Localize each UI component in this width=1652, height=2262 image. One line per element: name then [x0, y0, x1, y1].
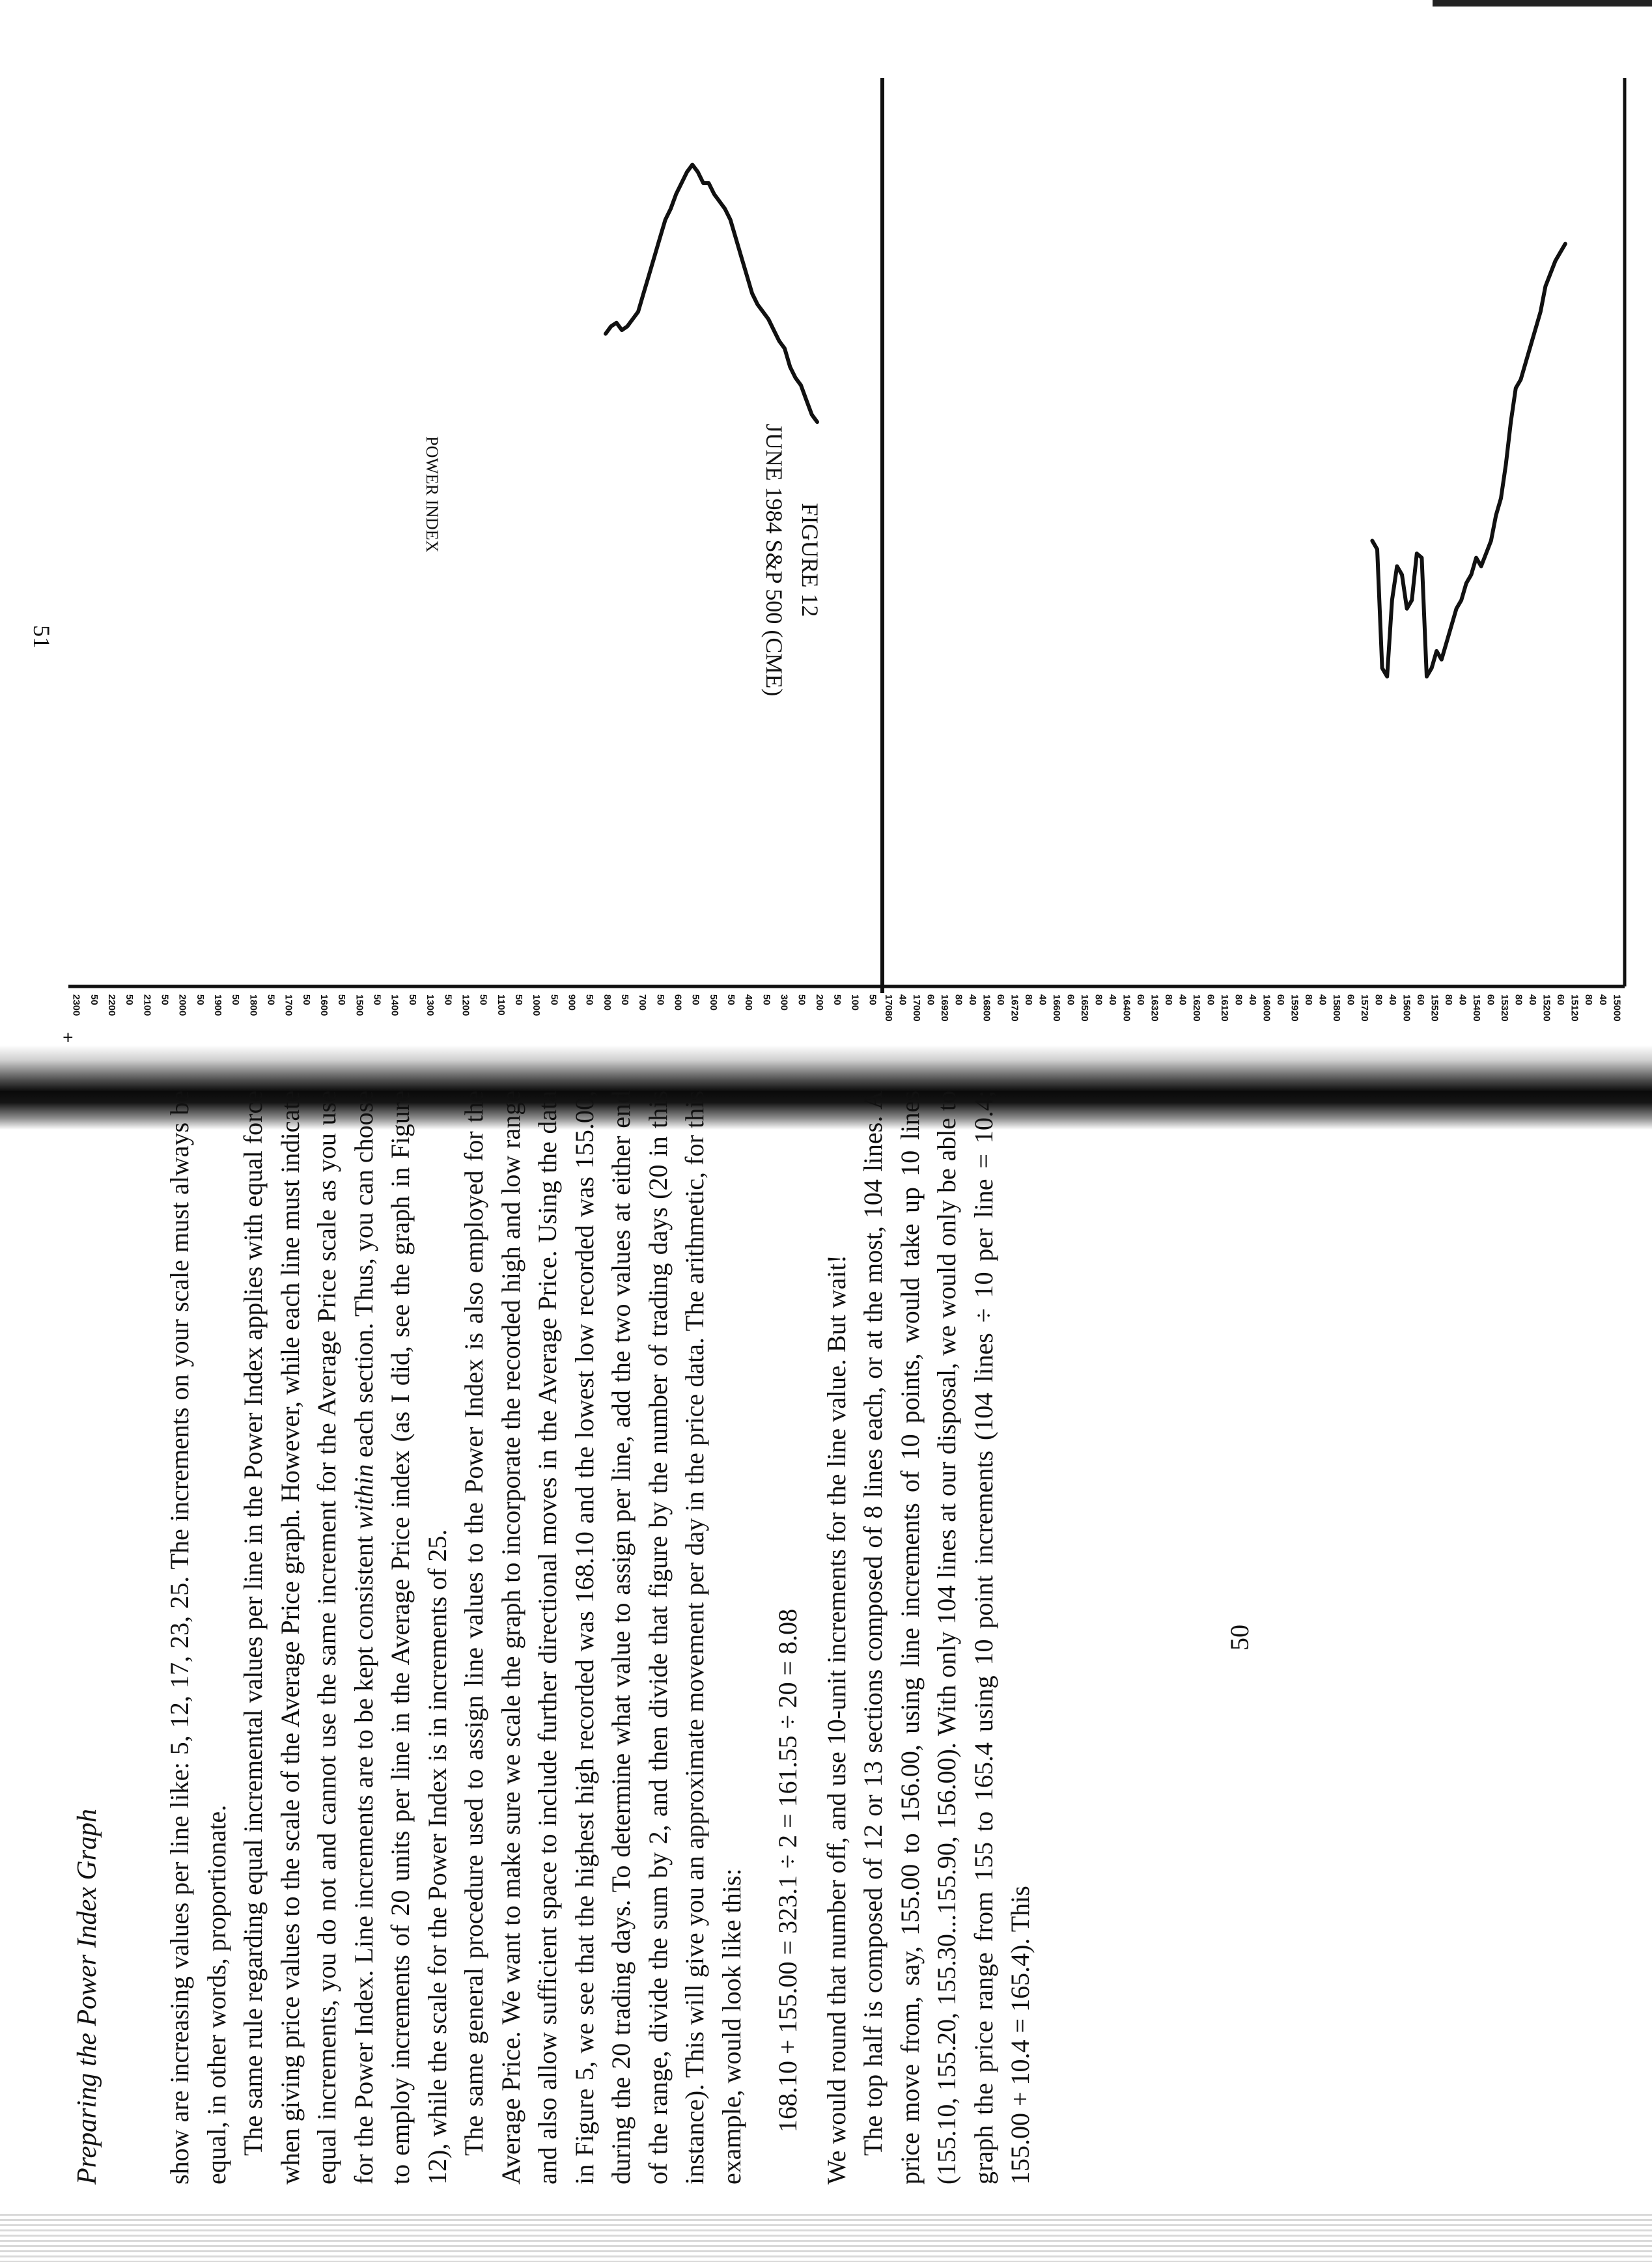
scale-tick-label: 50 [690, 994, 701, 1005]
scale-tick-label: 2300 [70, 994, 82, 1016]
scale-tick-label: 40 [1457, 994, 1468, 1005]
scale-tick-label: 100 [849, 994, 861, 1011]
emphasis-within: within [348, 1464, 378, 1529]
figure-chart [55, 52, 1631, 1081]
scale-tick-label: 60 [1065, 994, 1076, 1005]
scale-tick-label: 16200 [1190, 994, 1202, 1022]
paragraph-4: We would round that number off, and use 10-unit increments for the line value. But wait! [821, 1255, 851, 2185]
scale-tick-label: 60 [925, 994, 936, 1005]
scale-tick-label: 50 [406, 994, 418, 1005]
scan-edge-bottom [0, 2214, 1652, 2262]
scale-tick-label: 50 [796, 994, 807, 1005]
scale-tick-label: 2100 [141, 994, 153, 1016]
scale-tick-label: 900 [566, 994, 578, 1011]
scale-tick-label: 15200 [1541, 994, 1552, 1022]
scale-tick-label: 50 [159, 994, 171, 1005]
scale-tick-label: 1300 [425, 994, 436, 1016]
scale-tick-label: 300 [778, 994, 790, 1011]
scale-tick-label: 700 [637, 994, 649, 1011]
scale-tick-label: 50 [477, 994, 489, 1005]
scale-tick-label: 400 [743, 994, 755, 1011]
scale-tick-label: 40 [1247, 994, 1258, 1005]
scale-tick-label: 16320 [1149, 994, 1160, 1022]
scale-tick-label: 1000 [531, 994, 542, 1016]
scale-tick-label: 50 [832, 994, 843, 1005]
scale-tick-label: 50 [265, 994, 277, 1005]
scale-tick-label: 40 [1037, 994, 1048, 1005]
scale-tick-label: 15920 [1289, 994, 1300, 1022]
scale-tick-label: 1900 [212, 994, 223, 1016]
scale-tick-label: 40 [1177, 994, 1188, 1005]
scale-tick-label: 60 [1345, 994, 1356, 1005]
scale-tick-label: 50 [867, 994, 878, 1005]
scale-tick-label: 50 [371, 994, 383, 1005]
scale-tick-label: 1500 [354, 994, 365, 1016]
scale-tick-label: 600 [672, 994, 684, 1011]
panel-label: POWER INDEX [423, 436, 441, 553]
left-page [72, 1091, 1276, 2185]
scale-tick-label: 1700 [283, 994, 294, 1016]
scale-tick-label: 60 [1415, 994, 1427, 1005]
scale-tick-label: 80 [1022, 994, 1034, 1005]
scale-tick-label: 80 [953, 994, 964, 1005]
scale-tick-label: 16400 [1121, 994, 1132, 1022]
scale-tick-label: 50 [548, 994, 560, 1005]
figure-title: JUNE 1984 S&P 500 (CME) [761, 423, 787, 697]
scale-tick-label: 50 [336, 994, 348, 1005]
scale-tick-label: 16800 [981, 994, 992, 1022]
scale-tick-label: 50 [512, 994, 524, 1005]
page-number-right: 51 [29, 625, 55, 649]
scale-tick-label: 1400 [389, 994, 400, 1016]
scan-edge-top [1433, 0, 1652, 7]
scale-tick-label: 500 [707, 994, 719, 1011]
scale-tick-label: 1600 [318, 994, 330, 1016]
scale-tick-label: 50 [725, 994, 737, 1005]
running-head: Preparing the Power Index Graph [72, 1808, 102, 2185]
scale-tick-label: 60 [1205, 994, 1216, 1005]
paragraph-3: The same general procedure used to assign line values to the Power Index is also employed for the Average Price. We want to make sure we scale the graph to incorporate the recorded high and low range and also allow sufficient space to include further directional moves in the Average Price. Using the data in Figure 5, we see that the highest high recorded was 168.10 and the lowest low recorded was 155.00, during the 20 trading days. To determine what value to assign per line, add the two values at either end of the range, divide the sum by 2, and then divide that figure by the number of trading days (20 in this instance). This will give you an approximate movement per day in the price data. The arithmetic, for this example, would look like this: [459, 1091, 746, 2185]
scale-tick-label: 80 [1162, 994, 1174, 1005]
right-page [16, 52, 1631, 1081]
figure-number: FIGURE 12 [797, 503, 823, 617]
series-line [606, 165, 817, 422]
scale-tick-label: 200 [813, 994, 825, 1011]
formula: 168.10 + 155.00 = 323.1 ÷ 2 = 161.55 ÷ 20 = 8.08 [773, 1608, 802, 2132]
scale-tick-label: 80 [1583, 994, 1595, 1005]
scale-tick-label: 16600 [1050, 994, 1062, 1022]
scale-tick-label: 15400 [1471, 994, 1483, 1022]
scale-tick-label: 40 [966, 994, 978, 1005]
scale-tick-label: 17000 [910, 994, 922, 1022]
scale-tick-label: 80 [1233, 994, 1244, 1005]
scale-tick-label: 16520 [1078, 994, 1090, 1022]
scale-tick-label: 80 [1093, 994, 1104, 1005]
plus-mark: + [58, 1032, 78, 1043]
scale-tick-label: 1200 [460, 994, 471, 1016]
scale-tick-label: 80 [1513, 994, 1524, 1005]
scale-tick-label: 2000 [176, 994, 188, 1016]
scale-tick-label: 15800 [1331, 994, 1343, 1022]
scale-tick-label: 60 [1134, 994, 1146, 1005]
scale-tick-label: 60 [1275, 994, 1287, 1005]
scale-tick-label: 60 [994, 994, 1006, 1005]
scale-tick-label: 40 [1387, 994, 1399, 1005]
scale-tick-label: 50 [124, 994, 135, 1005]
scale-tick-label: 40 [897, 994, 908, 1005]
scale-tick-label: 50 [442, 994, 454, 1005]
scale-tick-label: 50 [761, 994, 772, 1005]
scale-tick-label: 80 [1443, 994, 1455, 1005]
scale-tick-label: 15600 [1401, 994, 1412, 1022]
paragraph-1: show are increasing values per line like: 5, 12, 17, 23, 25. The increments on your scale must always be equal, in other words, proportionate. [165, 1091, 231, 2185]
scale-tick-label: 50 [619, 994, 630, 1005]
scale-tick-label: 50 [88, 994, 100, 1005]
scale-tick-label: 40 [1317, 994, 1328, 1005]
scale-tick-label: 40 [1106, 994, 1118, 1005]
scale-tick-label: 800 [601, 994, 613, 1011]
scale-tick-label: 2200 [105, 994, 117, 1016]
paragraph-2: The same rule regarding equal incremental values per line in the Power Index applies with equal force when giving price values to the scale of the Average Price graph. However, while each line must indicate equal increments, you do not and cannot use the same increment for the Average Price scale as you use for the Power Index. Line increments are to be kept consistent within each section. Thus, you can choose to employ increments of 20 units per line in the Average Price index (as I did, see the graph in Figure 12), while the scale for the Power Index is in increments of 25. [238, 1090, 452, 2185]
scale-tick-label: 50 [230, 994, 242, 1005]
scale-tick-label: 16720 [1009, 994, 1020, 1022]
scale-tick-label: 80 [1373, 994, 1384, 1005]
scale-tick-label: 15120 [1569, 994, 1580, 1022]
scale-tick-label: 60 [1555, 994, 1567, 1005]
page-number-left: 50 [1225, 1625, 1254, 1651]
scale-tick-label: 50 [194, 994, 206, 1005]
scale-tick-label: 60 [1485, 994, 1496, 1005]
scale-tick-label: 17080 [882, 994, 894, 1022]
scale-tick-label: 40 [1527, 994, 1539, 1005]
scale-tick-label: 15000 [1611, 994, 1623, 1022]
page-body-text [161, 1091, 1039, 2185]
scale-tick-label: 50 [654, 994, 666, 1005]
scale-tick-label: 16000 [1261, 994, 1272, 1022]
scale-tick-label: 1800 [247, 994, 259, 1016]
scale-tick-label: 80 [1303, 994, 1315, 1005]
scale-tick-label: 50 [300, 994, 312, 1005]
scale-tick-label: 15520 [1429, 994, 1440, 1022]
scale-tick-label: 16920 [938, 994, 950, 1022]
series-line [1372, 244, 1565, 677]
scale-tick-label: 15320 [1499, 994, 1511, 1022]
scale-tick-label: 50 [583, 994, 595, 1005]
scale-tick-label: 15720 [1359, 994, 1371, 1022]
scale-tick-label: 40 [1597, 994, 1608, 1005]
paragraph-5: The top half is composed of 12 or 13 sections composed of 8 lines each, or at the most, 104 lines. A price move from, say, 155.00 to 156.00, using line increments of 10 points, would take up 10 lines (155.10, 155.20, 155.30...155.90, 156.00). With only 104 lines at our disposal, we would only be able to graph the price range from 155 to 165.4 using 10 point increments (104 lines ÷ 10 per line = 10.4; 155.00 + 10.4 = 165.4). This [858, 1091, 1035, 2185]
scale-tick-label: 16120 [1218, 994, 1230, 1022]
scale-tick-label: 1100 [495, 994, 507, 1016]
